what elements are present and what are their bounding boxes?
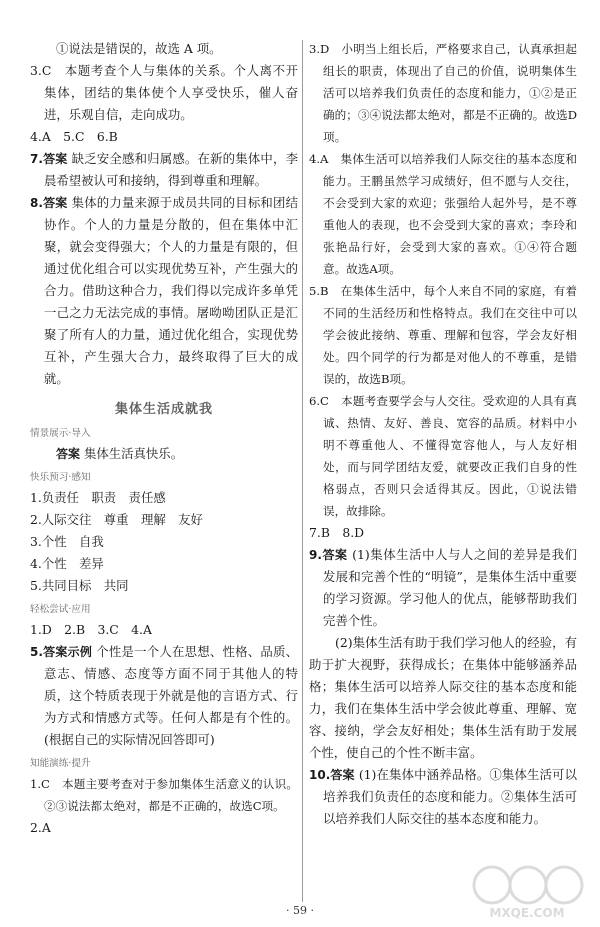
answer-label: 5.答案示例: [30, 645, 93, 659]
exercise-answer-5: 5.B 在集体生活中，每个人来自不同的家庭，有着不同的生活经历和性格特点。我们在交往中可以学会彼此接纳、尊重、理解和包容，学会友好相处。四个同学的行为都是对他人的不尊重，是错误的，故选B项。: [309, 284, 577, 386]
answer-label: 8.答案: [30, 196, 68, 210]
page-number: · 59 ·: [286, 904, 314, 917]
preview-answer: 5.共同目标 共同: [30, 578, 129, 593]
preview-answer: 4.个性 差异: [30, 556, 104, 571]
try-answers: 1.D 2.B 3.C 4.A: [30, 622, 152, 637]
exercise-answer-4: 4.A 集体生活可以培养我们人际交往的基本态度和能力。王鹏虽然学习成绩好，但不愿与人交往，不会受到大家的欢迎；张强给人起外号，是不尊重他人的表现，也不会受到大家的喜欢；李玲和张艳品行好，会受到大家的喜欢。①④符合题意。故选A项。: [309, 152, 577, 276]
left-column: [30, 38, 298, 839]
exercise-answer-1: 1.C 本题主要考查对于参加集体生活意义的认识。②③说法都太绝对，都是不正确的，故选C项。: [30, 777, 298, 813]
answer-label: 7.答案: [30, 152, 68, 166]
answer-text: (1)集体生活中人与人之间的差异是我们发展和完善个性的“明镜”，是集体生活中重要的学习资源。学习他人的优点，能够帮助我们完善个性。: [323, 547, 577, 628]
answer-text: (1)在集体中涵养品格。①集体生活可以培养我们负责任的态度和能力。②集体生活可以培养我们人际交往的基本态度和能力。: [323, 767, 577, 826]
answer-intro: [30, 443, 298, 465]
watermark-circle-icon: [474, 867, 510, 903]
subsection-heading: 知能演练·提升: [30, 758, 91, 769]
column-divider: [302, 40, 303, 902]
exercise-answer-10: [309, 764, 577, 830]
subsection-heading: 情景展示·导入: [30, 428, 91, 439]
exercise-answer-9-part2: (2)集体生活有助于我们学习他人的经验，有助于扩大视野，获得成长；在集体中能够涵养品格；集体生活可以培养人际交往的基本态度和能力，我们在集体生活中学会彼此尊重、理解、宽容、接纳，学会友好相处；集体生活有助于发展个性，使自己的个性不断丰富。: [309, 635, 577, 760]
right-column: [309, 38, 577, 830]
preview-answer: 1.负责任 职责 责任感: [30, 490, 166, 505]
answer-text: 集体的力量来源于成员共同的目标和团结协作。个人的力量是分散的，但在集体中汇聚，就会变得强大；个人的力量是有限的，但通过优化组合可以实现优势互补，产生强大的合力。借助这种合力，我们得以完成许多单凭一己之力无法完成的事情。屠呦呦团队正是汇聚了所有人的力量，通过优化组合，实现优势互补，产生强大合力，最终取得了巨大的成就。: [44, 195, 298, 386]
watermark-circle-icon: [510, 867, 546, 903]
answer-line: ①说法是错误的，故选 A 项。: [56, 41, 222, 56]
exercise-answer-9: [309, 544, 577, 632]
answer-q3: 3.C 本题考查个人与集体的关系。个人离不开集体，团结的集体使个人享受快乐，催人奋进，乐观自信，走向成功。: [30, 63, 298, 122]
try-answer-5: [30, 641, 298, 751]
answer-label: 9.答案: [309, 548, 348, 562]
answer-text: 个性是一个人在思想、性格、品质、意志、情感、态度等方面不同于其他人的特质，这个特质表现于外就是他的言语方式、行为方式和情感方式等。任何人都是有个性的。(根据自己的实际情况回答即可): [44, 644, 298, 747]
exercise-answer-7-8: 7.B 8.D: [309, 525, 365, 540]
answer-q8: [30, 192, 298, 390]
subsection-heading: 快乐预习·感知: [30, 472, 91, 483]
answer-q4-6: 4.A 5.C 6.B: [30, 129, 118, 144]
answer-label: 答案: [56, 447, 81, 461]
answer-label: 10.答案: [309, 768, 355, 782]
watermark-text: MXQE.COM: [489, 906, 565, 920]
watermark-logo: [462, 861, 592, 921]
watermark-circle-icon: [546, 867, 582, 903]
answer-text: 缺乏安全感和归属感。在新的集体中，李晨希望被认可和接纳，得到尊重和理解。: [44, 151, 298, 188]
exercise-answer-6: 6.C 本题考查要学会与人交往。受欢迎的人具有真诚、热情、友好、善良、宽容的品质。材料中小明不尊重他人、不懂得宽容他人，与人友好相处，而与同学团结友爱，就要改正我们自身的性格弱点，否则只会适得其反。因此，①说法错误，故排除。: [309, 394, 577, 518]
preview-answer: 2.人际交往 尊重 理解 友好: [30, 512, 203, 527]
section-title: 集体生活成就我: [114, 402, 213, 417]
answer-text: 集体生活真快乐。: [83, 446, 184, 461]
subsection-heading: 轻松尝试·应用: [30, 604, 91, 615]
answer-q7: [30, 148, 298, 192]
exercise-answer-2: 2.A: [30, 820, 51, 835]
preview-answer: 3.个性 自我: [30, 534, 104, 549]
exercise-answer-3: 3.D 小明当上组长后，严格要求自己，认真承担起组长的职责，体现出了自己的价值，说明集体生活可以培养我们负责任的态度和能力，①②是正确的；③④说法都太绝对，都是不正确的。故选D项。: [309, 42, 577, 144]
